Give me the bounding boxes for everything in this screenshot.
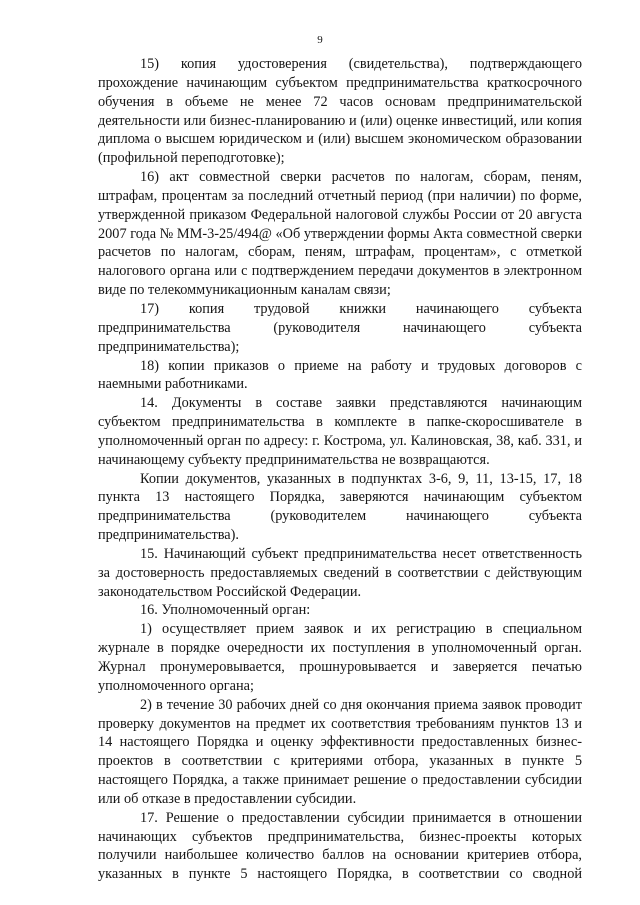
paragraph-item-18: 18) копии приказов о приеме на работу и трудовых договоров с наемными работниками. [98,357,582,393]
paragraph-clause-16-heading: 16. Уполномоченный орган: [140,602,311,619]
paragraph-clause-17: 17. Решение о предоставлении субсидии принимается в отношении начинающих субъектов предпринимательства, бизнес-проекты которых получили наибольшее количество баллов на основании критериев отбора, указанных в пункте 5 настоящего Порядка, в соответствии со сводной [98,809,582,883]
paragraph-clause-14: 14. Документы в составе заявки представляются начинающим субъектом предпринимательства в комплекте в папке-скоросшивателе в уполномоченный орган по адресу: г. Кострома, ул. Калиновская, 38, каб. 331, и начинающему субъекту предпринимательства не возвращаются. [98,395,582,468]
paragraph-item-16: 16) акт совместной сверки расчетов по налогам, сборам, пеням, штрафам, процентам за последний отчетный период (при наличии) по форме, утвержденной приказом Федеральной налоговой службы России от 20 августа 2007 года № ММ-3-25/494@ «Об утверждении формы Акта совместной сверки расчетов по налогам, сборам, пеням, штрафам, процентам», с отметкой налогового органа или с подтверждением передачи документов в электронном виде по телекоммуникационным каналам связи; [98,169,582,299]
paragraph-clause-16-item-2: 2) в течение 30 рабочих дней со дня окончания приема заявок проводит проверку документов на предмет их соответствия требованиям пунктов 13 и 14 настоящего Порядка и оценку эффективности предоставленных бизнес-проектов в соответствии с критериями отбора, указанных в пункте 5 настоящего Порядка, а также принимает решение о предоставлении субсидии или об отказе в предоставлении субсидии. [98,696,582,807]
paragraph-item-15: 15) копия удостоверения (свидетельства), подтверждающего прохождение начинающим субъектом предпринимательства краткосрочного обучения в объеме не менее 72 часов основам предпринимательской деятельности или бизнес-планированию и (или) оценке инвестиций, или копия диплома о высшем юридическом и (или) высшем экономическом образовании (профильной переподготовке); [98,56,582,167]
paragraph-item-17: 17) копия трудовой книжки начинающего субъекта предпринимательства (руководителя начинающего субъекта предпринимательства); [98,300,582,355]
paragraph-clause-15: 15. Начинающий субъект предпринимательства несет ответственность за достоверность предоставляемых сведений в соответствии с действующим законодательством Российской Федерации. [98,545,582,600]
paragraph-clause-16-item-1: 1) осуществляет прием заявок и их регистрацию в специальном журнале в порядке очередности их поступления в уполномоченный орган. Журнал пронумеровывается, прошнуровывается и заверяется печатью уполномоченного органа; [98,621,582,694]
page-number: 9 [317,34,323,46]
paragraph-copies-certification: Копии документов, указанных в подпунктах 3-6, 9, 11, 13-15, 17, 18 пункта 13 настоящего Порядка, заверяются начинающим субъектом предпринимательства (руководителем начинающего субъекта предпринимательства). [98,470,582,544]
document-body [98,55,582,884]
